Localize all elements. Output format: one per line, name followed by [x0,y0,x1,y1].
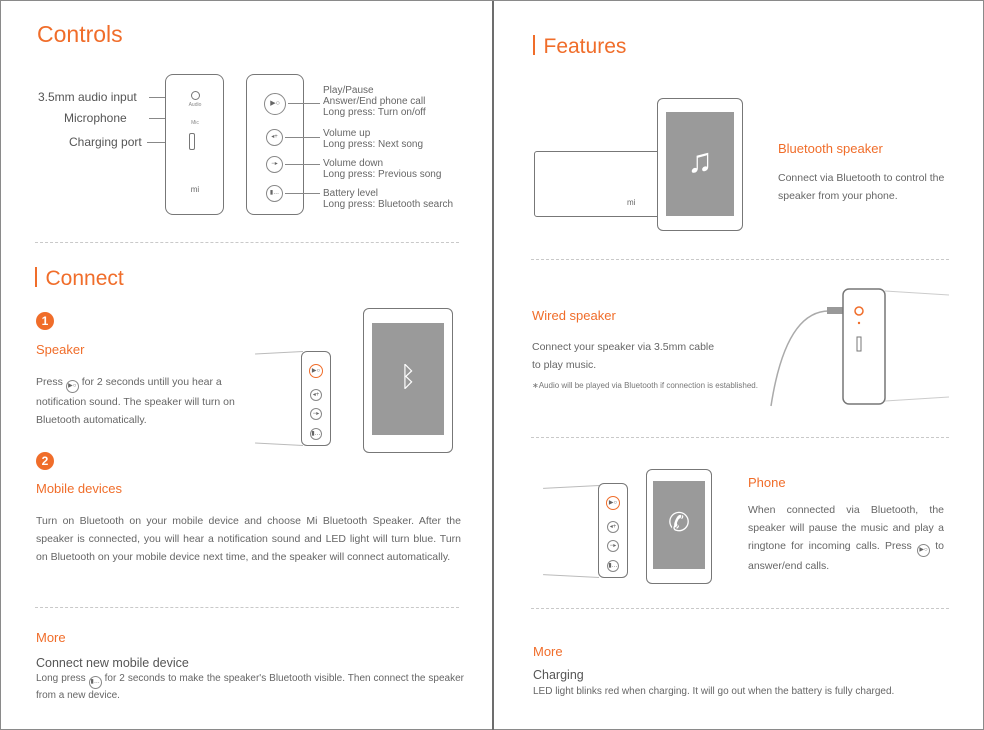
mi-logo: mi [190,185,200,194]
speaker-side-diagram [301,351,331,446]
callout-volume-up [323,128,423,150]
phone-handset-icon: ✆ [668,507,690,537]
phone-music-diagram [657,98,743,231]
audio-small-label: Audio [188,102,202,108]
phone-bluetooth-diagram [363,308,453,453]
section-divider-right-3 [531,608,949,609]
features-title: Features [533,35,626,59]
callout-play-pause [323,85,426,118]
callout-battery-line1: Long press: Bluetooth search [323,199,454,210]
more-text-right: LED light blinks red when charging. It will go out when the battery is fully charged. [533,686,895,697]
speaker-battery-icon: ▮… [310,428,322,440]
more-title-left: More [36,630,66,645]
wired-speaker-title: Wired speaker [532,308,616,323]
callout-volup-line1: Long press: Next song [323,139,424,150]
call-battery-icon: ▮… [607,560,619,572]
speaker-edge-bottom [885,397,949,401]
phone-call-diagram [646,469,712,584]
mic-small-label: Mic [191,120,199,126]
speaker-edge-top [885,291,949,295]
inline-call-play-icon: ▶○ [917,544,930,557]
speaker-side-call-diagram [598,483,628,578]
inline-battery-icon: ▮… [89,676,102,689]
leader-battery [285,193,320,194]
leader-voldown [285,164,320,165]
phone-feature-title: Phone [748,475,786,490]
connect-title: Connect [35,267,124,291]
section-divider [35,242,459,243]
leader-volup [285,137,320,138]
callout-volume-down [323,158,441,180]
callout-battery [323,188,453,210]
call-volup-icon: ◂+ [607,521,619,533]
call-voldown-icon: −▸ [607,540,619,552]
step-2-title: Mobile devices [36,481,122,496]
phone-music-screen [666,112,734,216]
call-speaker-top-edge [543,485,599,489]
speaker-play-icon: ▶○ [309,364,323,378]
phone-feature-text: When connected via Bluetooth, the speaker will pause the music and play a ringtone for incoming calls. Press ▶○ to answer/end calls. [748,504,945,572]
speaker-mi-logo: mi [627,198,636,207]
wired-speaker-diagram [761,281,951,411]
step-1-text: Press ▶○ for 2 seconds untill you hear a notification sound. The speaker will turn on Bluetooth automatically. [36,376,235,426]
call-play-icon: ▶○ [606,496,620,510]
speaker-back-diagram [165,74,224,215]
speaker-volup-icon: ◂+ [310,389,322,401]
controls-title: Controls [37,21,123,47]
wired-speaker-text: Connect your speaker via 3.5mm cable to play music. [532,341,715,371]
more-subtitle-right: Charging [533,668,584,682]
phone-call-screen [653,481,705,569]
wired-speaker-note: ∗Audio will be played via Bluetooth if connection is established. [532,381,758,390]
callout-play-line2: Long press: Turn on/off [323,107,426,118]
play-pause-button-icon: ▶○ [264,93,286,115]
charging-port-icon [189,133,195,150]
bluetooth-speaker-title: Bluetooth speaker [778,141,883,156]
more-text-left: Long press ▮… for 2 seconds to make the speaker's Bluetooth visible. Then connect the speaker from a new device. [36,673,465,701]
callout-play-title: Play/Pause [323,85,374,96]
call-speaker-bottom-edge [543,574,599,578]
callout-battery-title: Battery level [323,188,379,199]
section-divider-2 [35,607,459,608]
label-charging-port: Charging port [69,135,142,149]
music-note-icon: ♫ [687,142,713,180]
step-1-title: Speaker [36,342,85,357]
step-1-badge: 1 [36,312,54,330]
inline-play-icon: ▶○ [66,380,79,393]
callout-voldown-line1: Long press: Previous song [323,169,442,180]
center-divider [492,1,494,730]
section-divider-right-1 [531,259,949,260]
section-divider-right-2 [531,437,949,438]
speaker-top-edge [255,351,303,355]
charge-port [857,337,861,351]
volume-down-button-icon: −▸ [266,156,283,173]
leader-play [288,103,320,104]
callout-voldown-title: Volume down [323,158,384,169]
mic-dot [858,322,860,324]
speaker-back-side [843,289,885,404]
speaker-voldown-icon: −▸ [310,408,322,420]
bluetooth-speaker-text: Connect via Bluetooth to control the speaker from your phone. [778,172,945,202]
callout-play-line1: Answer/End phone call [323,96,426,107]
step-2-badge: 2 [36,452,54,470]
audio-jack-icon [191,91,200,100]
speaker-bottom-edge [255,442,303,446]
more-title-right: More [533,644,563,659]
more-subtitle-left: Connect new mobile device [36,656,189,670]
battery-button-icon: ▮… [266,185,283,202]
label-microphone: Microphone [64,111,127,125]
callout-volup-title: Volume up [323,128,371,139]
bluetooth-icon: ᛒ [399,361,417,392]
step-2-text: Turn on Bluetooth on your mobile device and choose Mi Bluetooth Speaker. After the speaker is connected, you will hear a notification sound and LED light will turn blue. Turn on Bluetooth on your mobile device next time, and the speaker will connect automatically. [36,515,461,563]
audio-cable [771,311,829,406]
phone-screen [372,323,444,435]
volume-up-button-icon: ◂+ [266,129,283,146]
label-audio-input: 3.5mm audio input [38,90,137,104]
